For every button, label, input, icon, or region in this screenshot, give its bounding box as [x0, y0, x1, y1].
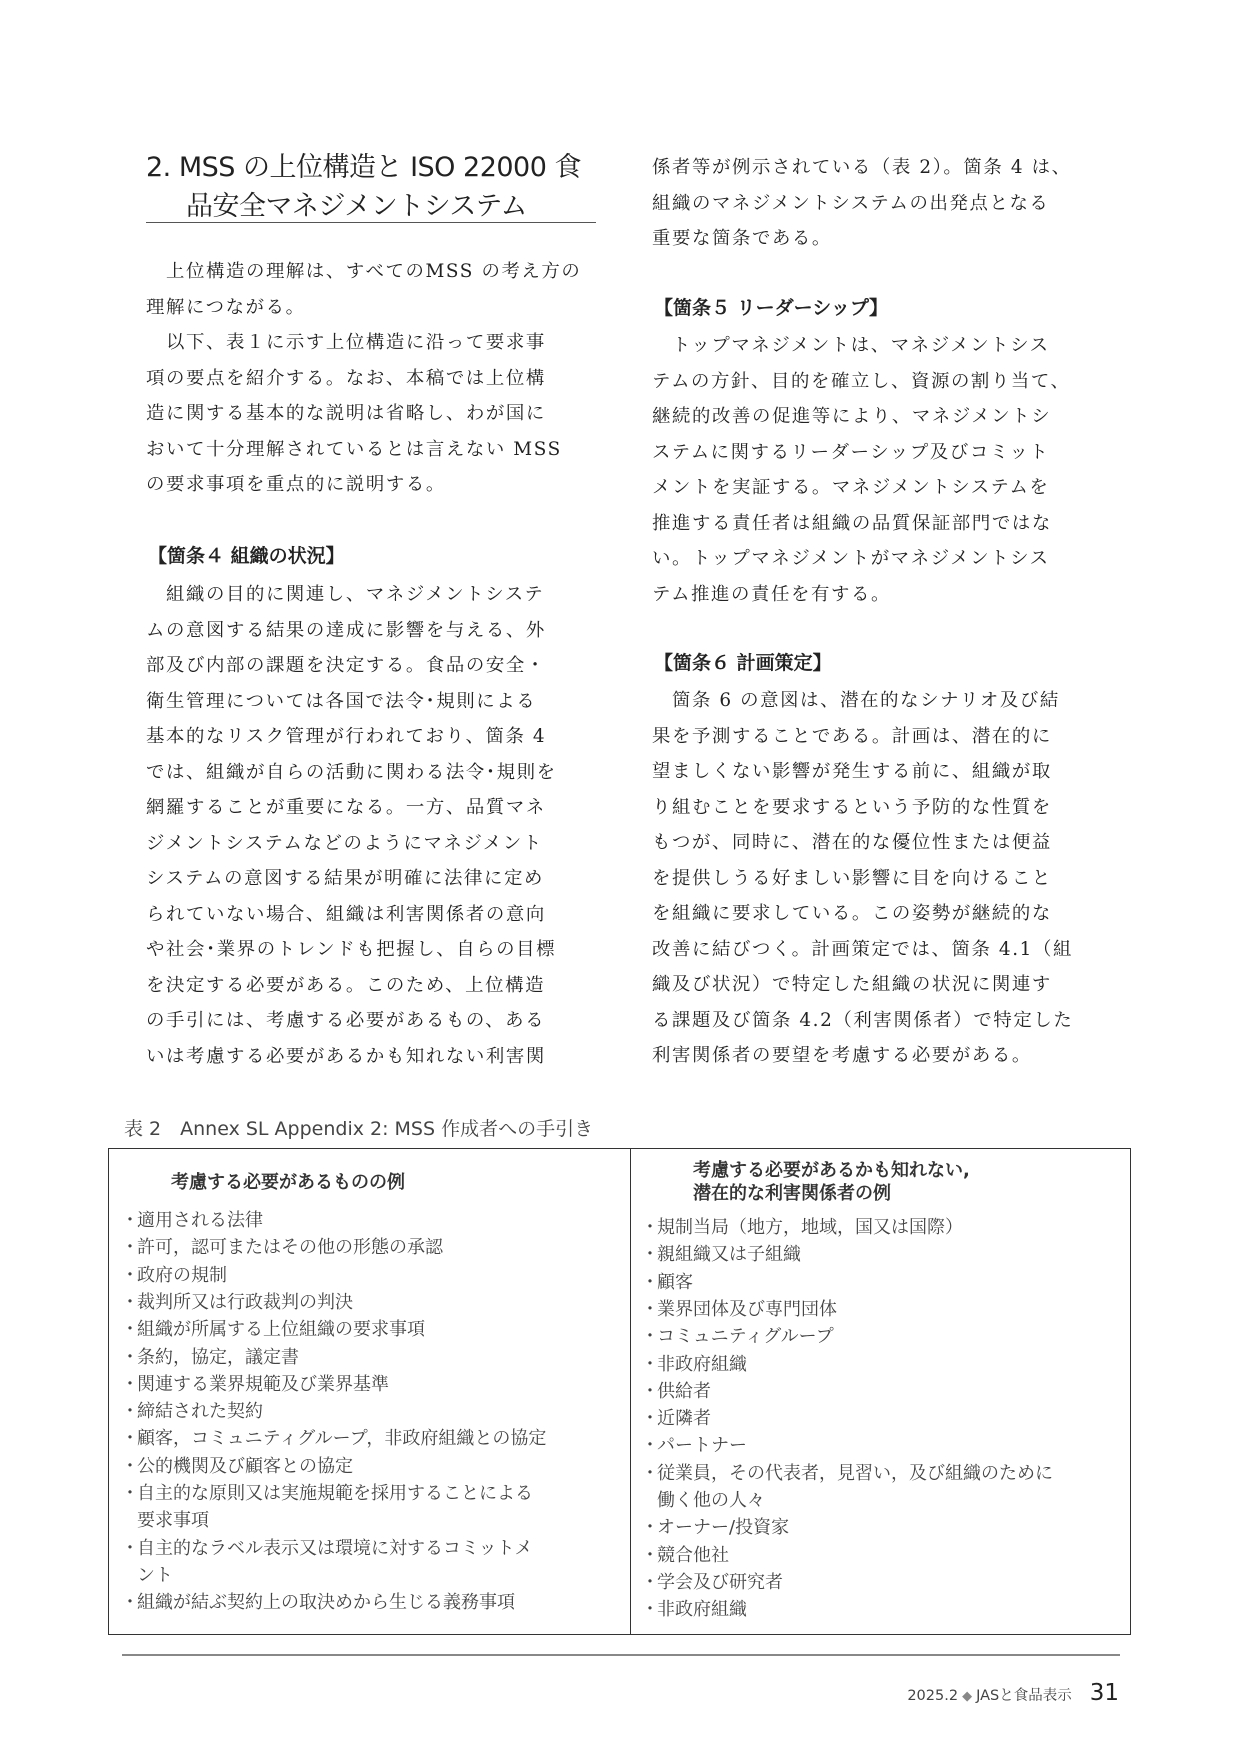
item-text: 適用される法律: [137, 1210, 263, 1231]
clause4-heading: 【箇条４ 組織の状況】: [148, 545, 345, 567]
guidance-table: [108, 1148, 1131, 1635]
right-column-header: [693, 1159, 970, 1205]
body-text-line: 造に関する基本的な説明は省略し、わが国に: [146, 403, 546, 424]
table-list-item: [121, 1480, 533, 1535]
bullet-icon: ・: [641, 1298, 659, 1320]
bullet-icon: ・: [641, 1244, 659, 1266]
bullet-icon: ・: [121, 1455, 139, 1477]
body-text-line: トップマネジメントは、マネジメントシス: [652, 335, 1050, 356]
body-text-line: の手引には、考慮する必要があるもの、ある: [146, 1010, 546, 1031]
body-text-line: いは考慮する必要があるかも知れない利害関: [146, 1045, 546, 1067]
body-text-line: り組むことを要求するという予防的な性質を: [652, 796, 1052, 818]
body-text-line: られていない場合、組織は利害関係者の意向: [146, 903, 546, 925]
item-text: 関連する業界規範及び業界基準: [137, 1373, 389, 1395]
body-text-line: を提供しうる好ましい影響に目を向けること: [652, 867, 1052, 889]
item-text: 締結された契約: [137, 1401, 263, 1423]
body-text-line: 利害関係者の要望を考慮する必要がある。: [652, 1045, 1032, 1066]
body-text-line: を決定する必要がある。このため、上位構造: [146, 974, 546, 996]
bullet-icon: ・: [641, 1353, 659, 1375]
left-column-header: 考慮する必要があるものの例: [171, 1172, 405, 1193]
body-text-line: テムの方針、目的を確立し、資源の割り当て、: [652, 370, 1071, 392]
body-text-line: 基本的なリスク管理が行われており、箇条 4: [146, 726, 547, 747]
bullet-icon: ・: [641, 1435, 659, 1457]
body-text-line: もつが、同時に、潜在的な優位性または便益: [652, 832, 1052, 853]
body-text-line: 継続的改善の促進等により、マネジメントシ: [652, 406, 1052, 427]
table-list-item: [641, 1432, 747, 1459]
footer-publication: JASと食品表示: [976, 1688, 1072, 1704]
section-title-line2: 品安全マネジメントシステム: [186, 191, 527, 222]
table-list-item: [641, 1460, 1053, 1515]
item-text: 政府の規制: [137, 1264, 227, 1286]
item-text: 自主的な原則又は実施規範を採用することによる: [137, 1483, 533, 1504]
table-list-item: [121, 1344, 299, 1371]
right-header-line1: 考慮する必要があるかも知れない,: [693, 1160, 970, 1181]
bullet-icon: ・: [121, 1291, 139, 1313]
body-text-line: 組織の目的に関連し、マネジメントシステ: [146, 584, 545, 605]
item-text: 近隣者: [657, 1408, 711, 1430]
item-text: 許可，認可またはその他の形態の承認: [137, 1237, 443, 1259]
table-list-item: [641, 1596, 747, 1623]
table-list-item: [121, 1207, 263, 1234]
table-list-item: [641, 1214, 963, 1241]
bullet-icon: ・: [641, 1517, 659, 1539]
clause6-heading: 【箇条６ 計画策定】: [654, 652, 832, 674]
body-text-line: 織及び状況）で特定した組織の状況に関連す: [652, 974, 1052, 995]
body-text-line: 改善に結びつく。計画策定では、箇条 4.1（組: [652, 938, 1073, 960]
item-text: 業界団体及び専門団体: [657, 1298, 837, 1320]
item-text: 条約，協定，議定書: [137, 1346, 299, 1368]
bullet-icon: ・: [121, 1428, 139, 1450]
table-list-item: [121, 1535, 532, 1590]
body-text-line: システムの意図する結果が明確に法律に定め: [146, 868, 544, 889]
item-text: 規制当局（地方，地域，国又は国際）: [657, 1217, 963, 1238]
footer-issue: 2025.2: [907, 1688, 959, 1704]
bullet-icon: ・: [641, 1380, 659, 1402]
body-text-line: 項の要点を紹介する。なお、本稿では上位構: [146, 367, 546, 389]
body-text-line: ステムに関するリーダーシップ及びコミット: [652, 441, 1050, 463]
body-text-line: や社会･業界のトレンドも把握し、自らの目標: [146, 939, 557, 960]
body-text-line: 衛生管理については各国で法令･規則による: [146, 690, 537, 712]
item-text: 非政府組織: [657, 1353, 747, 1375]
right-header-line2: 潜在的な利害関係者の例: [693, 1183, 891, 1204]
item-text: 顧客，コミュニティグループ，非政府組織との協定: [137, 1428, 547, 1450]
item-text: 親組織又は子組織: [657, 1244, 801, 1266]
item-text: 裁判所又は行政裁判の判決: [137, 1291, 353, 1313]
table-list-item: [121, 1425, 546, 1452]
item-text: 公的機関及び顧客との協定: [137, 1455, 353, 1477]
table-list-item: [641, 1241, 801, 1268]
item-text: 競合他社: [657, 1544, 729, 1566]
body-text-line: る課題及び箇条 4.2（利害関係者）で特定した: [652, 1009, 1074, 1031]
bullet-icon: ・: [641, 1408, 659, 1430]
table-list-item: [641, 1569, 783, 1596]
body-text-line: 重要な箇条である。: [652, 228, 832, 249]
body-text-line: ムの意図する結果の達成に影響を与える、外: [146, 619, 546, 641]
table-list-item: [641, 1296, 837, 1323]
table-list-item: [121, 1398, 263, 1425]
item-text: コミュニティグループ: [657, 1326, 834, 1348]
table-list-item: [641, 1269, 693, 1296]
bullet-icon: ・: [641, 1599, 659, 1621]
title-underline: [146, 222, 596, 223]
item-text: 自主的なラベル表示又は環境に対するコミットメ: [137, 1537, 533, 1559]
item-text: 供給者: [657, 1380, 711, 1402]
bullet-icon: ・: [641, 1462, 659, 1484]
table-list-item: [641, 1351, 747, 1378]
item-text: パートナー: [657, 1435, 747, 1457]
body-text-line: を組織に要求している。この姿勢が継続的な: [652, 903, 1052, 924]
footer-rule: [122, 1654, 1120, 1656]
bullet-icon: ・: [121, 1210, 139, 1231]
table-list-item: [121, 1589, 515, 1616]
body-text-line: 部及び内部の課題を決定する。食品の安全・: [146, 655, 546, 676]
diamond-icon: ◆: [962, 1689, 973, 1704]
table-list-item: [121, 1316, 425, 1343]
table-list-item: [121, 1371, 389, 1398]
table-list-item: [121, 1453, 353, 1480]
item-text: 非政府組織: [657, 1599, 747, 1621]
body-text-line: 係者等が例示されている（表 2）。箇条 4 は、: [652, 157, 1072, 178]
item-text: 従業員，その代表者，見習い，及び組織のために: [657, 1462, 1053, 1484]
bullet-icon: ・: [641, 1544, 659, 1566]
body-text-line: 理解につながる。: [146, 296, 306, 318]
bullet-icon: ・: [121, 1373, 139, 1395]
item-text: 組織が結ぶ契約上の取決めから生じる義務事項: [137, 1592, 515, 1614]
item-text: 学会及び研究者: [657, 1571, 783, 1593]
bullet-icon: ・: [641, 1326, 659, 1348]
body-text-line: 望ましくない影響が発生する前に、組織が取: [652, 761, 1052, 782]
body-text-line: 推進する責任者は組織の品質保証部門ではな: [652, 512, 1052, 534]
table-list-item: [641, 1542, 729, 1569]
bullet-icon: ・: [121, 1346, 139, 1368]
section-title: [146, 148, 596, 226]
body-text-line: 上位構造の理解は、すべてのMSS の考え方の: [146, 261, 582, 282]
table-caption: 表 2 Annex SL Appendix 2: MSS 作成者への手引き: [124, 1118, 594, 1140]
bullet-icon: ・: [641, 1571, 659, 1593]
item-text: オーナー/投資家: [657, 1517, 790, 1539]
bullet-icon: ・: [121, 1401, 139, 1423]
body-text-line: 網羅することが重要になる。一方、品質マネ: [146, 797, 546, 818]
item-text-continued: 働く他の人々: [657, 1489, 765, 1511]
table-column-divider: [630, 1149, 631, 1634]
clause5-heading: 【箇条５ リーダーシップ】: [654, 297, 889, 319]
body-text-line: 果を予測することである。計画は、潜在的に: [652, 725, 1052, 747]
item-text-continued: ント: [137, 1564, 173, 1586]
bullet-icon: ・: [121, 1537, 139, 1559]
item-text: 顧客: [657, 1271, 693, 1293]
body-text-line: では、組織が自らの活動に関わる法令･規則を: [146, 761, 557, 783]
bullet-icon: ・: [121, 1264, 139, 1286]
body-text-line: おいて十分理解されているとは言えない MSS: [146, 438, 562, 460]
bullet-icon: ・: [121, 1483, 139, 1504]
page-footer: [907, 1680, 1119, 1706]
item-text-continued: 要求事項: [137, 1510, 209, 1532]
bullet-icon: ・: [121, 1319, 139, 1341]
body-text-line: 箇条 6 の意図は、潜在的なシナリオ及び結: [652, 690, 1060, 711]
table-list-item: [641, 1323, 834, 1350]
body-text-line: ジメントシステムなどのようにマネジメント: [146, 832, 543, 854]
bullet-icon: ・: [641, 1217, 659, 1238]
table-list-item: [121, 1234, 443, 1261]
body-text-line: テム推進の責任を有する。: [652, 583, 891, 605]
bullet-icon: ・: [121, 1592, 139, 1614]
table-list-item: [641, 1405, 711, 1432]
table-list-item: [121, 1289, 353, 1316]
body-text-line: の要求事項を重点的に説明する。: [146, 474, 446, 495]
page-number: 31: [1089, 1680, 1119, 1706]
body-text-line: 以下、表１に示す上位構造に沿って要求事: [146, 332, 546, 353]
item-text: 組織が所属する上位組織の要求事項: [137, 1319, 425, 1341]
table-list-item: [641, 1514, 789, 1541]
bullet-icon: ・: [121, 1237, 139, 1259]
table-list-item: [641, 1378, 711, 1405]
body-text-line: い。トップマネジメントがマネジメントシス: [652, 548, 1050, 569]
section-title-line1: 2. MSS の上位構造と ISO 22000 食: [146, 152, 581, 183]
bullet-icon: ・: [641, 1271, 659, 1293]
table-list-item: [121, 1262, 227, 1289]
body-text-line: メントを実証する。マネジメントシステムを: [652, 477, 1050, 498]
body-text-line: 組織のマネジメントシステムの出発点となる: [652, 192, 1050, 214]
